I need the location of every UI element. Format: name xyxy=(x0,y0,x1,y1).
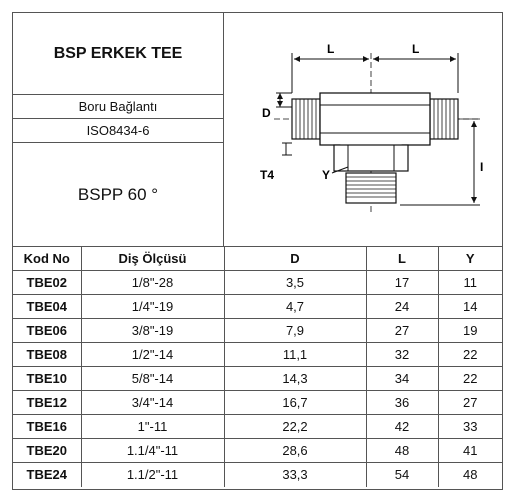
cell-y: 27 xyxy=(438,391,502,415)
cell-d: 4,7 xyxy=(224,295,366,319)
spec-table xyxy=(13,246,502,487)
cell-thread: 5/8"-14 xyxy=(81,367,224,391)
cell-d: 22,2 xyxy=(224,415,366,439)
label-d: D xyxy=(262,106,271,120)
cell-l: 27 xyxy=(366,319,438,343)
table-row xyxy=(13,271,502,295)
tee-fitting-drawing xyxy=(224,13,502,246)
cell-l: 32 xyxy=(366,343,438,367)
cell-code: TBE12 xyxy=(13,391,81,415)
table-row xyxy=(13,415,502,439)
cell-d: 3,5 xyxy=(224,271,366,295)
cell-thread: 3/8"-19 xyxy=(81,319,224,343)
cell-l: 36 xyxy=(366,391,438,415)
col-header-y: Y xyxy=(438,247,502,271)
table-row xyxy=(13,439,502,463)
arrow-l-left-a xyxy=(294,56,300,62)
cell-l: 48 xyxy=(366,439,438,463)
cell-d: 16,7 xyxy=(224,391,366,415)
cell-l: 24 xyxy=(366,295,438,319)
product-subtitle: Boru Bağlantı xyxy=(13,95,223,119)
table-header-row xyxy=(13,247,502,271)
col-header-d: D xyxy=(224,247,366,271)
cell-y: 14 xyxy=(438,295,502,319)
cell-y: 19 xyxy=(438,319,502,343)
cell-y: 41 xyxy=(438,439,502,463)
cell-y: 11 xyxy=(438,271,502,295)
cell-l: 17 xyxy=(366,271,438,295)
table-row xyxy=(13,343,502,367)
cell-d: 28,6 xyxy=(224,439,366,463)
technical-drawing xyxy=(224,13,502,246)
label-i: I xyxy=(480,160,484,174)
arrow-l-right-a xyxy=(373,56,379,62)
cell-thread: 3/4"-14 xyxy=(81,391,224,415)
col-header-code: Kod No xyxy=(13,247,81,271)
cell-y: 33 xyxy=(438,415,502,439)
cell-y: 22 xyxy=(438,367,502,391)
arrow-l-right-b xyxy=(450,56,456,62)
table-row xyxy=(13,367,502,391)
cell-code: TBE04 xyxy=(13,295,81,319)
cell-thread: 1.1/2"-11 xyxy=(81,463,224,487)
cell-thread: 1.1/4"-11 xyxy=(81,439,224,463)
cell-d: 7,9 xyxy=(224,319,366,343)
label-t4: T4 xyxy=(260,168,275,182)
table-row xyxy=(13,295,502,319)
cell-thread: 1/2"-14 xyxy=(81,343,224,367)
cell-code: TBE24 xyxy=(13,463,81,487)
cell-d: 11,1 xyxy=(224,343,366,367)
cell-d: 33,3 xyxy=(224,463,366,487)
label-y: Y xyxy=(322,168,331,182)
product-standard: ISO8434-6 xyxy=(13,119,223,143)
cell-d: 14,3 xyxy=(224,367,366,391)
cell-l: 54 xyxy=(366,463,438,487)
cell-l: 34 xyxy=(366,367,438,391)
table-row xyxy=(13,463,502,487)
product-spec-sheet xyxy=(12,12,503,490)
cell-y: 22 xyxy=(438,343,502,367)
thread-spec: BSPP 60 ° xyxy=(77,184,159,204)
cell-code: TBE02 xyxy=(13,271,81,295)
arrow-l-left-b xyxy=(363,56,369,62)
cell-code: TBE06 xyxy=(13,319,81,343)
table-row xyxy=(13,391,502,415)
table-row xyxy=(13,319,502,343)
cell-code: TBE08 xyxy=(13,343,81,367)
col-header-l: L xyxy=(366,247,438,271)
col-header-thread: Diş Ölçüsü xyxy=(81,247,224,271)
cell-code: TBE20 xyxy=(13,439,81,463)
cell-thread: 1/4"-19 xyxy=(81,295,224,319)
cell-y: 48 xyxy=(438,463,502,487)
label-l-left: L xyxy=(327,42,335,56)
product-title: BSP ERKEK TEE xyxy=(13,13,223,95)
tee-hex xyxy=(334,145,408,171)
bottom-thread-end xyxy=(346,173,396,203)
label-l-right: L xyxy=(412,42,420,56)
cell-code: TBE10 xyxy=(13,367,81,391)
info-panel xyxy=(13,13,224,246)
cell-l: 42 xyxy=(366,415,438,439)
cell-thread: 1"-11 xyxy=(81,415,224,439)
cell-code: TBE16 xyxy=(13,415,81,439)
cell-thread: 1/8"-28 xyxy=(81,271,224,295)
